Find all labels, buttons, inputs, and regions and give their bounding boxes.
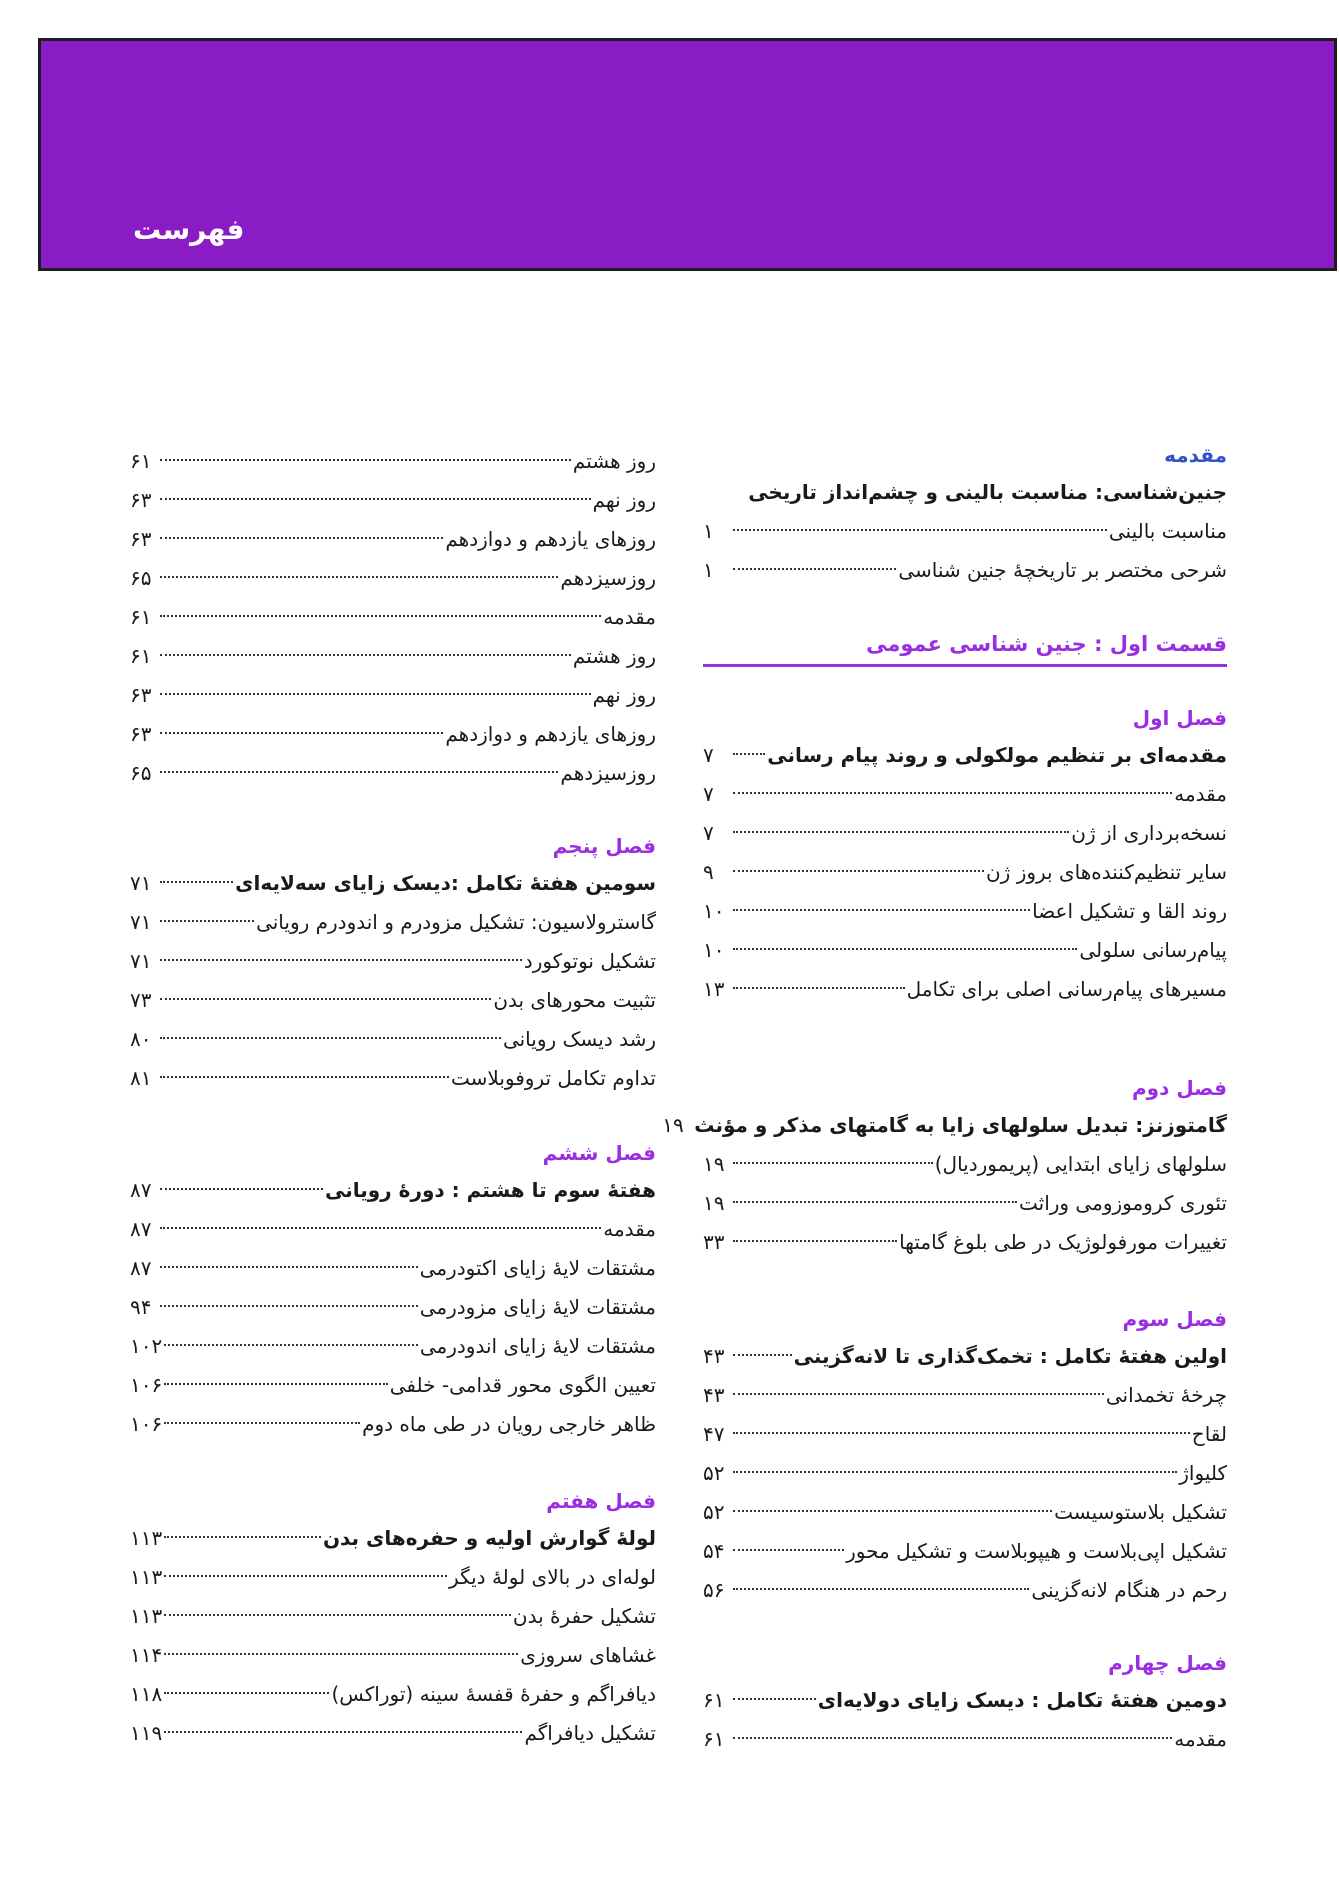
- dot-leader: [160, 998, 491, 1000]
- toc-entry-label: تعیین الگوی محور قدامی- خلفی: [389, 1373, 656, 1397]
- toc-section-ch2: [662, 1071, 1227, 1262]
- dot-leader: [160, 1076, 449, 1078]
- toc-entry-label: مقدمه: [603, 605, 656, 629]
- toc-entry[interactable]: [130, 864, 656, 903]
- chapter-title: فصل اول: [1132, 706, 1227, 730]
- toc-entry-label: مقدمه: [603, 1217, 656, 1241]
- toc-left-column: [130, 438, 656, 1753]
- dot-leader: [733, 792, 1172, 794]
- toc-entry-label: شرحی مختصر بر تاریخچهٔ جنین شناسی: [898, 558, 1227, 582]
- toc-entry[interactable]: [130, 1675, 656, 1714]
- toc-entry-label: تشکیل نوتوکورد: [523, 949, 656, 973]
- dot-leader: [160, 920, 254, 922]
- toc-entry-label: تشکیل دیافراگم: [524, 1721, 656, 1745]
- toc-right-column: [662, 438, 1227, 1759]
- toc-entry[interactable]: [703, 1376, 1227, 1415]
- dot-leader: [160, 615, 601, 617]
- toc-entry[interactable]: [130, 1288, 656, 1327]
- toc-entry-page: ۸۰: [130, 1027, 152, 1051]
- toc-entry[interactable]: [130, 1020, 656, 1059]
- toc-entry-page: ۱۳: [703, 977, 725, 1001]
- chapter-title: فصل دوم: [1132, 1076, 1227, 1100]
- toc-entry-page: ۱۱۸: [130, 1682, 163, 1706]
- dot-leader: [733, 1240, 897, 1242]
- toc-entry-label: روزهای یازدهم و دوازدهم: [445, 527, 656, 551]
- toc-entry-label: روز هشتم: [572, 644, 656, 668]
- toc-entry-page: ۱۹: [703, 1191, 725, 1215]
- dot-leader: [164, 1575, 447, 1577]
- dot-leader: [160, 771, 558, 773]
- toc-heading: [703, 473, 1227, 512]
- toc-entry[interactable]: [130, 1366, 656, 1405]
- toc-entry-page: ۷۱: [130, 949, 152, 973]
- toc-entry-page: ۶۱: [130, 644, 152, 668]
- toc-entry-label: روز هشتم: [572, 449, 656, 473]
- toc-entry[interactable]: [130, 1636, 656, 1675]
- chapter-title: فصل سوم: [1122, 1307, 1227, 1331]
- toc-heading-label: جنین‌شناسی: مناسبت بالینی و چشم‌انداز تاریخی: [748, 480, 1227, 504]
- toc-entry-label: مقدمه‌ای بر تنظیم مولکولی و روند پیام رسانی: [767, 743, 1227, 767]
- dot-leader: [733, 1549, 844, 1551]
- toc-entry-label: هفتهٔ سوم تا هشتم : دورهٔ رویانی: [324, 1178, 656, 1202]
- toc-entry[interactable]: [703, 1145, 1227, 1184]
- toc-entry[interactable]: [703, 1337, 1227, 1376]
- toc-entry[interactable]: [130, 903, 656, 942]
- toc-entry-label: رشد دیسک رویانی: [502, 1027, 656, 1051]
- dot-leader: [164, 1383, 388, 1385]
- toc-entry[interactable]: [130, 1558, 656, 1597]
- toc-entry-label: دیافراگم و حفرهٔ قفسهٔ سینه (توراکس): [331, 1682, 656, 1706]
- part-title: قسمت اول : جنین شناسی عمومی: [866, 632, 1227, 656]
- dot-leader: [733, 948, 1077, 950]
- toc-entry-label: گاسترولاسیون: تشکیل مزودرم و اندودرم رویانی: [256, 910, 656, 934]
- toc-entry-label: تشکیل بلاستوسیست: [1054, 1500, 1227, 1524]
- toc-entry-label: لقاح: [1191, 1422, 1227, 1446]
- section-title: مقدمه: [1164, 443, 1227, 467]
- toc-section-ch5: [130, 829, 656, 1098]
- toc-entry-page: ۱۰: [703, 938, 725, 962]
- toc-entry[interactable]: [130, 1249, 656, 1288]
- toc-entry[interactable]: [130, 1597, 656, 1636]
- toc-entry[interactable]: [130, 442, 656, 481]
- toc-section-intro: [703, 438, 1227, 590]
- toc-entry-label: تغییرات مورفولوژیک در طی بلوغ گامتها: [899, 1230, 1227, 1254]
- header-banner: [38, 38, 1337, 271]
- toc-entry[interactable]: [703, 1493, 1227, 1532]
- toc-entry[interactable]: [130, 715, 656, 754]
- toc-entry-label: روند القا و تشکیل اعضا: [1032, 899, 1227, 923]
- toc-entry-label: مشتقات لایهٔ زایای مزودرمی: [419, 1295, 656, 1319]
- toc-entry-page: ۱۱۴: [130, 1643, 163, 1667]
- toc-entry-label: سلولهای زایای ابتدایی (پریموردیال): [934, 1152, 1227, 1176]
- dot-leader: [160, 1227, 601, 1229]
- toc-entry-label: تشکیل اپی‌بلاست و هیپوبلاست و تشکیل محور: [846, 1539, 1227, 1563]
- toc-entry[interactable]: [130, 1059, 656, 1098]
- toc-entry-page: ۶۱: [703, 1727, 725, 1751]
- dot-leader: [160, 576, 558, 578]
- toc-entry-page: ۸۱: [130, 1066, 152, 1090]
- toc-entry[interactable]: [130, 520, 656, 559]
- dot-leader: [733, 1201, 1017, 1203]
- toc-entry[interactable]: [703, 1720, 1227, 1759]
- toc-entry[interactable]: [703, 512, 1227, 551]
- toc-entry[interactable]: [703, 814, 1227, 853]
- part-divider: [703, 664, 1227, 667]
- dot-leader: [733, 1588, 1029, 1590]
- dot-leader: [733, 753, 765, 755]
- toc-entry[interactable]: [703, 736, 1227, 775]
- toc-entry-label: ظاهر خارجی رویان در طی ماه دوم: [362, 1412, 656, 1436]
- toc-entry[interactable]: [130, 1171, 656, 1210]
- toc-entry-label: تشکیل حفرهٔ بدن: [512, 1604, 656, 1628]
- toc-section-ch6: [130, 1136, 656, 1444]
- chapter-title: فصل چهارم: [1108, 1651, 1227, 1675]
- dot-leader: [733, 1737, 1172, 1739]
- toc-entry[interactable]: [703, 970, 1227, 1009]
- toc-entry[interactable]: [703, 1532, 1227, 1571]
- dot-leader: [733, 1698, 816, 1700]
- toc-entry-label: روز نهم: [592, 488, 656, 512]
- dot-leader: [733, 909, 1030, 911]
- toc-entry-label: تداوم تکامل تروفوبلاست: [451, 1066, 656, 1090]
- dot-leader: [733, 1354, 792, 1356]
- toc-entry-page: ۱۰۲: [130, 1334, 163, 1358]
- toc-entry[interactable]: [703, 853, 1227, 892]
- dot-leader: [160, 537, 443, 539]
- toc-entry-page: ۶۳: [130, 488, 152, 512]
- chapter-title: فصل ششم: [542, 1141, 656, 1165]
- dot-leader: [160, 959, 522, 961]
- toc-entry[interactable]: [703, 1454, 1227, 1493]
- toc-entry[interactable]: [703, 775, 1227, 814]
- toc-entry-page: ۵۲: [703, 1461, 725, 1485]
- dot-leader: [160, 881, 233, 883]
- dot-leader: [733, 1471, 1177, 1473]
- toc-entry-label: کلیواژ: [1179, 1461, 1227, 1485]
- toc-entry-page: ۷۱: [130, 910, 152, 934]
- toc-entry[interactable]: [130, 981, 656, 1020]
- toc-entry[interactable]: [662, 1106, 1227, 1145]
- toc-entry[interactable]: [130, 1714, 656, 1753]
- dot-leader: [733, 568, 896, 570]
- toc-entry-page: ۱۹: [703, 1152, 725, 1176]
- toc-entry[interactable]: [703, 931, 1227, 970]
- toc-entry-page: ۴۷: [703, 1422, 725, 1446]
- toc-entry-page: ۱۹: [662, 1113, 684, 1137]
- toc-entry-page: ۹۴: [130, 1295, 152, 1319]
- toc-entry-page: ۱۱۳: [130, 1526, 163, 1550]
- toc-entry[interactable]: [703, 1681, 1227, 1720]
- dot-leader: [733, 831, 1069, 833]
- toc-entry-label: نسخه‌برداری از ژن: [1071, 821, 1227, 845]
- toc-entry-page: ۶۳: [130, 683, 152, 707]
- toc-entry-page: ۷: [703, 743, 714, 767]
- toc-entry-page: ۸۷: [130, 1217, 152, 1241]
- chapter-title: فصل هفتم: [546, 1489, 656, 1513]
- toc-entry-label: سایر تنظیم‌کننده‌های بروز ژن: [985, 860, 1227, 884]
- toc-entry-page: ۱۰: [703, 899, 725, 923]
- toc-entry-label: مقدمه: [1174, 782, 1227, 806]
- toc-entry-page: ۸۷: [130, 1256, 152, 1280]
- toc-entry-label: لولهٔ گوارش اولیه و حفره‌های بدن: [322, 1526, 656, 1550]
- dot-leader: [733, 870, 984, 872]
- toc-entry[interactable]: [130, 1519, 656, 1558]
- dot-leader: [164, 1422, 360, 1424]
- dot-leader: [164, 1653, 518, 1655]
- toc-entry-page: ۱۱۳: [130, 1565, 163, 1589]
- toc-entry-page: ۸۷: [130, 1178, 152, 1202]
- toc-entry-page: ۶۵: [130, 761, 152, 785]
- toc-entry-page: ۱۱۳: [130, 1604, 163, 1628]
- dot-leader: [733, 529, 1107, 531]
- dot-leader: [733, 1162, 933, 1164]
- toc-entry-page: ۴۳: [703, 1344, 725, 1368]
- toc-entry[interactable]: [703, 1184, 1227, 1223]
- toc-entry-label: روزسیزدهم: [560, 761, 656, 785]
- dot-leader: [160, 459, 571, 461]
- toc-entry-label: روزهای یازدهم و دوازدهم: [445, 722, 656, 746]
- toc-entry[interactable]: [130, 676, 656, 715]
- toc-entry-page: ۹: [703, 860, 714, 884]
- dot-leader: [160, 732, 443, 734]
- toc-entry-page: ۱۰۶: [130, 1412, 163, 1436]
- dot-leader: [160, 654, 571, 656]
- toc-entry[interactable]: [130, 481, 656, 520]
- toc-entry-label: مشتقات لایهٔ زایای اکتودرمی: [419, 1256, 656, 1280]
- toc-entry-label: روزسیزدهم: [560, 566, 656, 590]
- toc-entry-label: اولین هفتهٔ تکامل : تخمک‌گذاری تا لانه‌گزینی: [793, 1344, 1227, 1368]
- toc-entry-page: ۵۶: [703, 1578, 725, 1602]
- dot-leader: [164, 1731, 522, 1733]
- toc-entry-label: روز نهم: [592, 683, 656, 707]
- toc-entry-label: مناسبت بالینی: [1108, 519, 1227, 543]
- toc-entry-page: ۱۱۹: [130, 1721, 163, 1745]
- toc-entry-page: ۵۴: [703, 1539, 725, 1563]
- toc-entry-page: ۷۳: [130, 988, 152, 1012]
- toc-entry[interactable]: [130, 598, 656, 637]
- toc-section-ch1: [703, 701, 1227, 1009]
- toc-entry-page: ۶۱: [130, 449, 152, 473]
- dot-leader: [164, 1536, 321, 1538]
- toc-entry-page: ۱: [703, 519, 714, 543]
- toc-entry-label: تئوری کروموزومی وراثت: [1019, 1191, 1227, 1215]
- toc-entry-page: ۶۱: [130, 605, 152, 629]
- toc-entry[interactable]: [130, 1405, 656, 1444]
- toc-entry-page: ۶۱: [703, 1688, 725, 1712]
- toc-entry-page: ۷: [703, 821, 714, 845]
- toc-entry[interactable]: [130, 1327, 656, 1366]
- toc-entry-label: پیام‌رسانی سلولی: [1079, 938, 1227, 962]
- toc-entry-label: مقدمه: [1174, 1727, 1227, 1751]
- dot-leader: [160, 1188, 323, 1190]
- toc-entry[interactable]: [130, 1210, 656, 1249]
- dot-leader: [733, 987, 905, 989]
- toc-entry-page: ۷۱: [130, 871, 152, 895]
- toc-entry[interactable]: [703, 551, 1227, 590]
- toc-entry[interactable]: [703, 1415, 1227, 1454]
- toc-entry-page: ۵۲: [703, 1500, 725, 1524]
- toc-section-ch3: [703, 1302, 1227, 1610]
- dot-leader: [160, 1266, 418, 1268]
- toc-entry[interactable]: [703, 1571, 1227, 1610]
- toc-entry-page: ۶۳: [130, 722, 152, 746]
- dot-leader: [160, 1037, 501, 1039]
- toc-entry-page: ۱: [703, 558, 714, 582]
- toc-entry-label: چرخهٔ تخمدانی: [1105, 1383, 1227, 1407]
- toc-entry-page: ۱۰۶: [130, 1373, 163, 1397]
- toc-entry[interactable]: [703, 1223, 1227, 1262]
- dot-leader: [164, 1692, 329, 1694]
- toc-entry-label: رحم در هنگام لانه‌گزینی: [1031, 1578, 1227, 1602]
- toc-entry[interactable]: [130, 754, 656, 793]
- toc-entry-label: سومین هفتهٔ تکامل :دیسک زایای سه‌لایه‌ای: [235, 871, 656, 895]
- toc-entry[interactable]: [130, 942, 656, 981]
- page-title: فهرست: [133, 213, 245, 246]
- toc-entry-label: لوله‌ای در بالای لولهٔ دیگر: [449, 1565, 656, 1589]
- toc-entry[interactable]: [130, 637, 656, 676]
- toc-entry-label: تثبیت محورهای بدن: [493, 988, 656, 1012]
- toc-entry-page: ۷: [703, 782, 714, 806]
- toc-entry-page: ۶۵: [130, 566, 152, 590]
- dot-leader: [164, 1614, 511, 1616]
- chapter-title: فصل پنجم: [552, 834, 656, 858]
- toc-entry-label: دومین هفتهٔ تکامل : دیسک زایای دولایه‌ای: [817, 1688, 1227, 1712]
- toc-entry[interactable]: [703, 892, 1227, 931]
- toc-entry-label: مسیرهای پیام‌رسانی اصلی برای تکامل: [906, 977, 1227, 1001]
- toc-entry-page: ۴۳: [703, 1383, 725, 1407]
- dot-leader: [733, 1393, 1104, 1395]
- dot-leader: [733, 1432, 1190, 1434]
- dot-leader: [160, 693, 591, 695]
- dot-leader: [160, 498, 591, 500]
- toc-entry[interactable]: [130, 559, 656, 598]
- toc-entry-label: غشاهای سروزی: [520, 1643, 656, 1667]
- toc-entry-label: گامتوزنز: تبدیل سلولهای زایا به گامتهای مذکر و مؤنث: [694, 1113, 1227, 1137]
- dot-leader: [160, 1305, 418, 1307]
- toc-section-ch7: [130, 1484, 656, 1753]
- toc-entry-label: مشتقات لایهٔ زایای اندودرمی: [419, 1334, 656, 1358]
- dot-leader: [733, 1510, 1052, 1512]
- toc-entry-page: ۳۳: [703, 1230, 725, 1254]
- dot-leader: [164, 1344, 418, 1346]
- toc-entry-page: ۶۳: [130, 527, 152, 551]
- toc-section-ch4: [703, 1646, 1227, 1759]
